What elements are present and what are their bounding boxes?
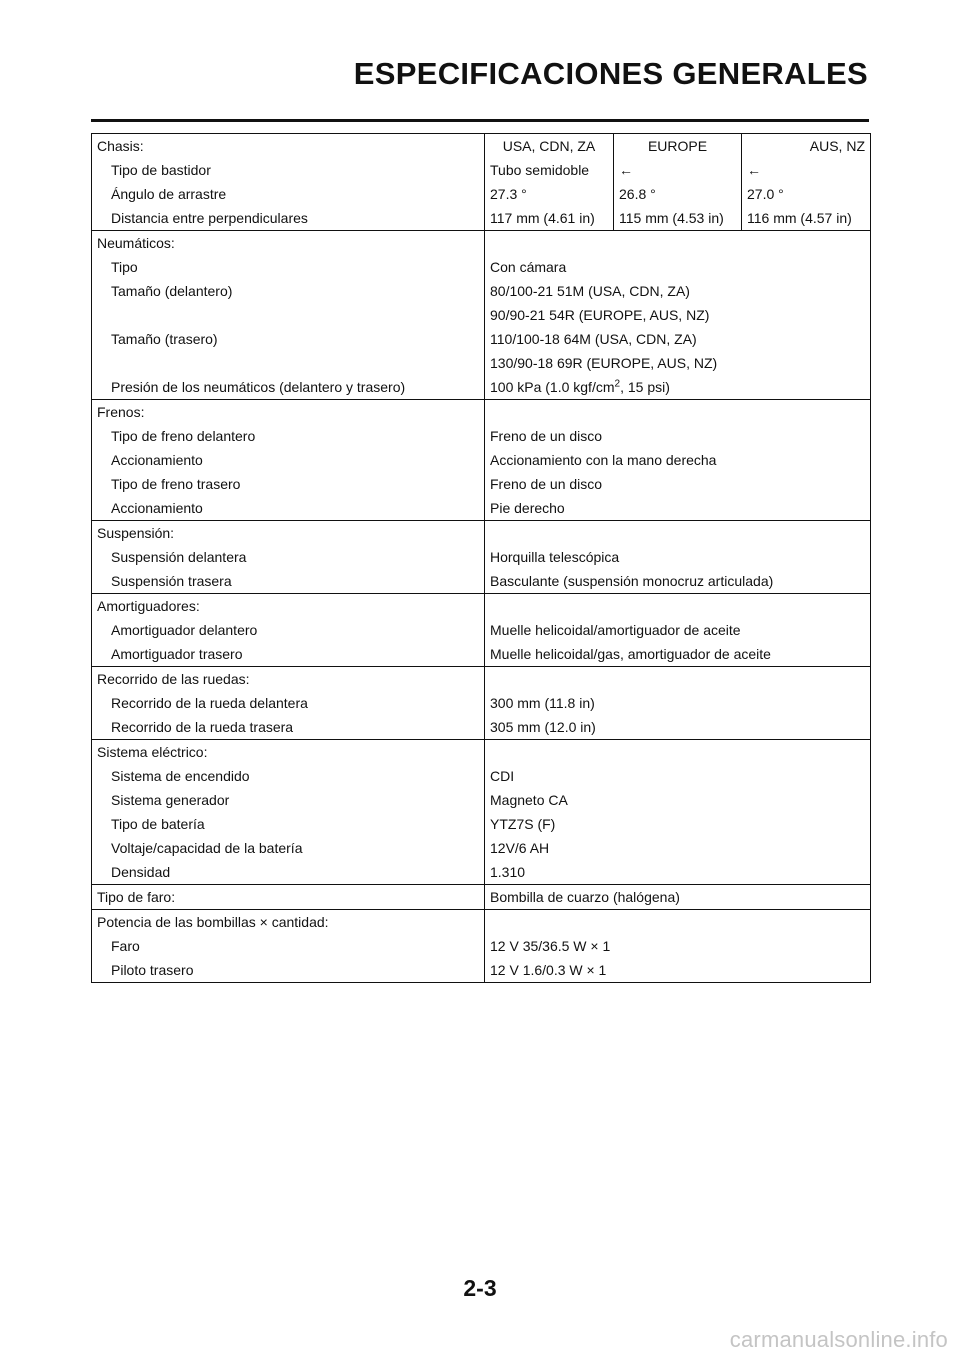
spec-value: 12V/6 AH: [490, 840, 550, 856]
spec-row: [92, 158, 871, 182]
spec-value: Pie derecho: [490, 500, 565, 516]
spec-value: 90/90-21 54R (EUROPE, AUS, NZ): [490, 307, 710, 323]
spec-label: Faro: [92, 934, 485, 958]
region-header: AUS, NZ: [809, 138, 865, 154]
spec-label: [92, 351, 485, 375]
spec-row: [92, 375, 871, 400]
spec-label: Tipo de freno delantero: [92, 424, 485, 448]
spec-row: [92, 255, 871, 279]
spec-value: 80/100-21 51M (USA, CDN, ZA): [490, 283, 690, 299]
section-label: Tipo de faro:: [92, 885, 485, 910]
spec-label: Presión de los neumáticos (delantero y trasero): [92, 375, 485, 400]
spec-value: 305 mm (12.0 in): [490, 719, 596, 735]
section-neumaticos: [92, 231, 871, 400]
section-bombillas: [92, 910, 871, 983]
spec-label: Recorrido de la rueda delantera: [92, 691, 485, 715]
section-header-row: [92, 400, 871, 425]
section-header-row: [92, 594, 871, 619]
spec-value: 117 mm (4.61 in): [485, 206, 614, 231]
spec-value: Con cámara: [490, 259, 567, 275]
region-header: EUROPE: [614, 134, 742, 159]
spec-row: [92, 691, 871, 715]
spec-row: [92, 618, 871, 642]
spec-label: Tipo: [92, 255, 485, 279]
spec-label: Distancia entre perpendiculares: [92, 206, 485, 231]
spec-row: [92, 545, 871, 569]
spec-value: 12 V 1.6/0.3 W × 1: [490, 962, 607, 978]
section-amortiguadores: [92, 594, 871, 667]
pressure-value-text: , 15 psi): [620, 379, 670, 395]
spec-label: Voltaje/capacidad de la batería: [92, 836, 485, 860]
section-label: Potencia de las bombillas × cantidad:: [92, 910, 485, 935]
spec-value: 130/90-18 69R (EUROPE, AUS, NZ): [490, 355, 718, 371]
spec-label: Densidad: [92, 860, 485, 885]
spec-label: Amortiguador trasero: [92, 642, 485, 667]
section-header-row: [92, 231, 871, 256]
section-header-row: [92, 521, 871, 546]
spec-value: Magneto CA: [490, 792, 568, 808]
spec-value: [485, 375, 871, 400]
title-divider: [91, 119, 869, 122]
spec-label: Sistema de encendido: [92, 764, 485, 788]
spec-label: Recorrido de la rueda trasera: [92, 715, 485, 740]
spec-label: Accionamiento: [92, 448, 485, 472]
section-frenos: [92, 400, 871, 521]
spec-value: ←: [614, 158, 742, 182]
section-chasis: [92, 134, 871, 231]
spec-value: Muelle helicoidal/gas, amortiguador de aceite: [490, 646, 771, 662]
section-suspension: [92, 521, 871, 594]
spec-value: Tubo semidoble: [485, 158, 614, 182]
spec-row: [92, 764, 871, 788]
section-label: Neumáticos:: [92, 231, 485, 256]
section-label: Amortiguadores:: [92, 594, 485, 619]
pressure-value-text: 100 kPa (1.0 kgf/cm: [490, 379, 615, 395]
spec-label: Sistema generador: [92, 788, 485, 812]
spec-value: Horquilla telescópica: [490, 549, 620, 565]
watermark: carmanualsonline.info: [729, 1327, 948, 1352]
spec-value: Freno de un disco: [490, 476, 603, 492]
spec-row: [92, 934, 871, 958]
page-number: 2-3: [463, 1275, 497, 1301]
spec-label: Suspensión trasera: [92, 569, 485, 594]
spec-value: 110/100-18 64M (USA, CDN, ZA): [490, 331, 697, 347]
spec-label: Piloto trasero: [92, 958, 485, 983]
spec-row: [92, 279, 871, 303]
spec-row: [92, 472, 871, 496]
spec-value: Muelle helicoidal/amortiguador de aceite: [490, 622, 741, 638]
spec-label: Tamaño (delantero): [92, 279, 485, 303]
spec-value: ←: [747, 162, 761, 178]
section-label: Sistema eléctrico:: [92, 740, 485, 765]
section-label: Recorrido de las ruedas:: [92, 667, 485, 692]
spec-row: [92, 182, 871, 206]
spec-value: 26.8 °: [614, 182, 742, 206]
section-header-row: [92, 667, 871, 692]
spec-row: [92, 958, 871, 983]
spec-value: 115 mm (4.53 in): [614, 206, 742, 231]
spec-row: [92, 836, 871, 860]
spec-value: YTZ7S (F): [490, 816, 556, 832]
section-header-row: [92, 910, 871, 935]
spec-row: [92, 327, 871, 351]
page-title: ESPECIFICACIONES GENERALES: [353, 56, 868, 91]
spec-label: Tipo de freno trasero: [92, 472, 485, 496]
spec-value: Accionamiento con la mano derecha: [490, 452, 717, 468]
spec-value: Basculante (suspensión monocruz articulada): [490, 573, 774, 589]
spec-row: [92, 812, 871, 836]
spec-row: [92, 303, 871, 327]
spec-row: [92, 206, 871, 231]
section-header-row: [92, 740, 871, 765]
section-label: Chasis:: [92, 134, 485, 159]
specifications-table: [91, 133, 871, 983]
spec-value: 27.3 °: [485, 182, 614, 206]
spec-row: [92, 424, 871, 448]
spec-row: [92, 448, 871, 472]
spec-row: [92, 860, 871, 885]
region-header: USA, CDN, ZA: [485, 134, 614, 159]
spec-label: Tipo de batería: [92, 812, 485, 836]
spec-value: 300 mm (11.8 in): [490, 695, 595, 711]
spec-value: 27.0 °: [747, 186, 784, 202]
spec-value: 12 V 35/36.5 W × 1: [490, 938, 611, 954]
spec-label: Tipo de bastidor: [92, 158, 485, 182]
spec-row: [92, 351, 871, 375]
spec-row: [92, 788, 871, 812]
section-faro: [92, 885, 871, 910]
spec-value: 116 mm (4.57 in): [747, 210, 852, 226]
spec-label: Ángulo de arrastre: [92, 182, 485, 206]
spec-value: Freno de un disco: [490, 428, 603, 444]
section-electrico: [92, 740, 871, 885]
spec-value: 1.310: [490, 864, 526, 880]
superscript: 2: [614, 378, 621, 390]
section-label: Frenos:: [92, 400, 485, 425]
spec-row: [92, 715, 871, 740]
spec-label: [92, 303, 485, 327]
spec-value: CDI: [490, 768, 515, 784]
section-recorrido: [92, 667, 871, 740]
spec-label: Accionamiento: [92, 496, 485, 521]
spec-value: Bombilla de cuarzo (halógena): [490, 889, 680, 905]
chasis-header-row: [92, 134, 871, 159]
spec-row: [92, 496, 871, 521]
spec-row: [92, 569, 871, 594]
spec-label: Amortiguador delantero: [92, 618, 485, 642]
spec-label: Suspensión delantera: [92, 545, 485, 569]
section-label: Suspensión:: [92, 521, 485, 546]
spec-row: [92, 885, 871, 910]
spec-label: Tamaño (trasero): [92, 327, 485, 351]
spec-row: [92, 642, 871, 667]
